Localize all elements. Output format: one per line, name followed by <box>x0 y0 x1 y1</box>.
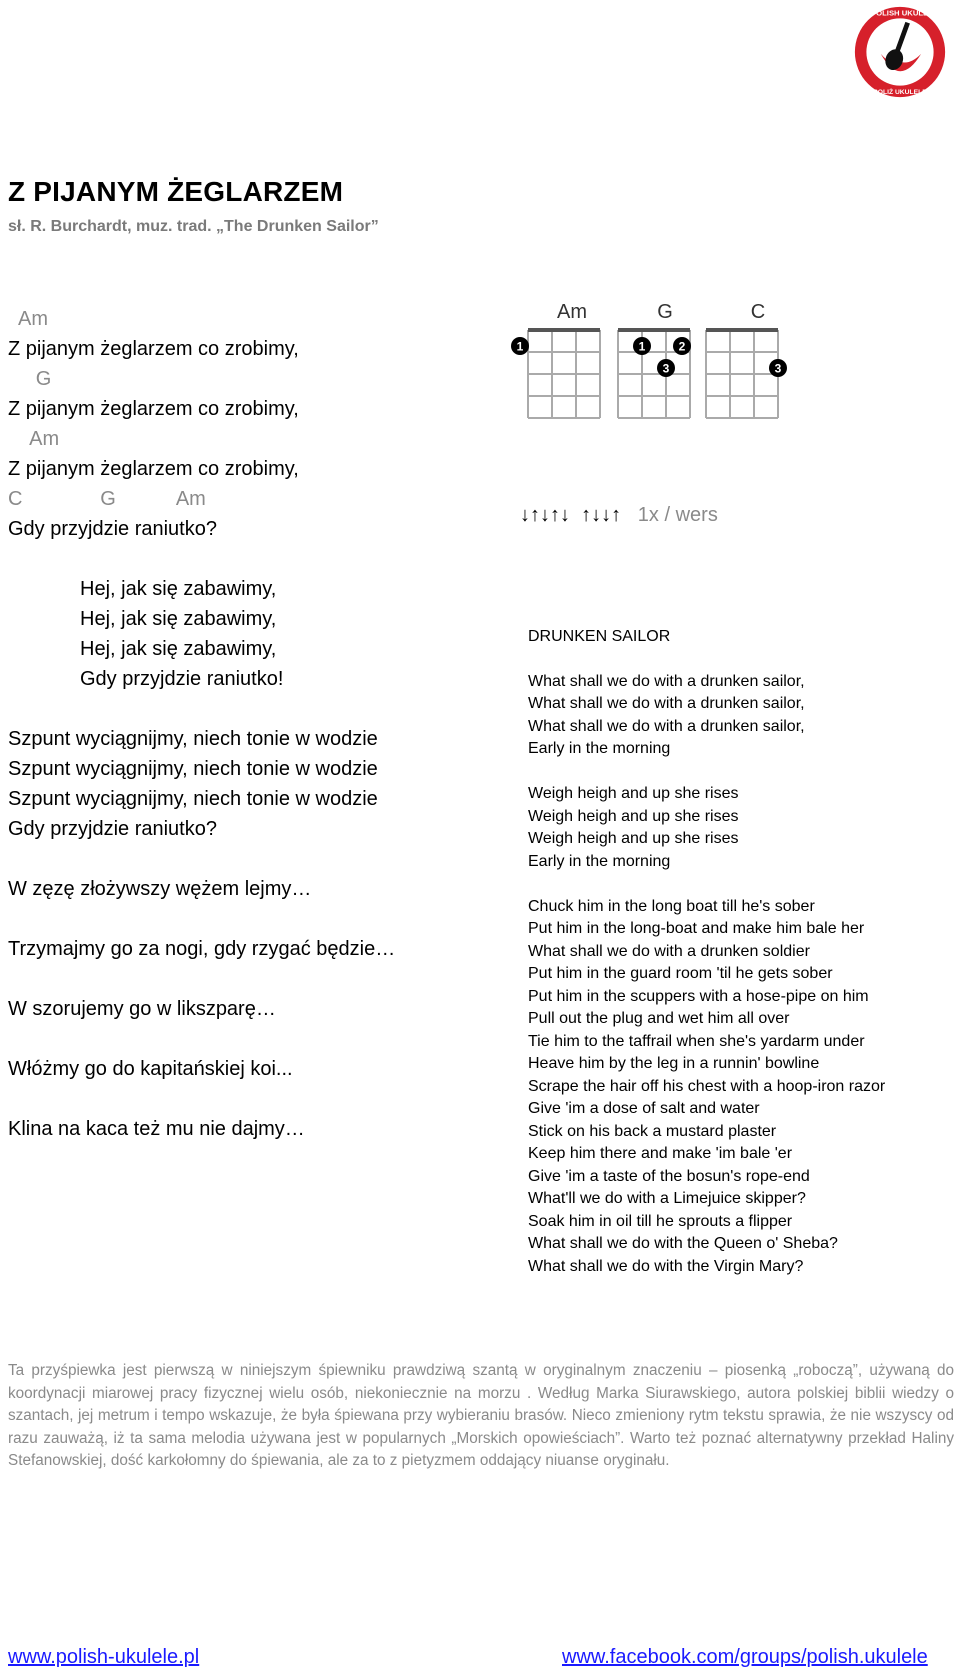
finger-number: 3 <box>774 361 782 376</box>
english-lyric-line: Give 'im a taste of the bosun's rope-end <box>528 1167 810 1185</box>
finger-number: 3 <box>662 361 670 376</box>
finger-number: 1 <box>638 339 646 354</box>
strum-repeat: 1x / wers <box>637 504 718 526</box>
footnote-paragraph: Ta przyśpiewka jest pierwszą w niniejszym śpiewniku prawdziwą szantą w oryginalnym znaczeniu – piosenką „roboczą”, używaną do koordynacji miarowej pracy fizycznej wielu osób, niekoniecznie na morzu . Według Marka Siurawskiego, autora polskiej biblii wiedzy o szantach, jej metrum i tempo wskazuje, że była śpiewana przy wybieraniu brasów. Nieco zmieniony rytm tekstu sprawia, że nie wszyscy od razu zauważą, iż ta sama melodia używana jest w popularnych „Morskich opowieściach”. Warto też poznać alternatywny przekład Haliny Stefanowskiej, dość karkołomny do śpiewania, ale za to z pietyzmem oddający niuanse oryginału. <box>8 1362 954 1469</box>
fretboard-g <box>618 330 691 418</box>
english-lyric-line: What shall we do with a drunken sailor, <box>528 695 805 712</box>
lyric-line: Trzymajmy go za nogi, gdy rzygać będzie… <box>8 938 396 960</box>
finger-number: 1 <box>516 339 524 354</box>
svg-text:★ POLISH UKULELE: ★ POLISH UKULELE <box>862 8 938 18</box>
english-lyric-line: What shall we do with a drunken sailor, <box>528 672 805 690</box>
lyric-line: W zęzę złożywszy wężem lejmy… <box>8 878 312 900</box>
website-link[interactable]: www.polish-ukulele.pl <box>8 1646 200 1668</box>
english-lyric-line: Weigh heigh and up she rises <box>528 807 739 825</box>
english-lyric-line: Scrape the hair off his chest with a hoop-iron razor <box>528 1077 886 1095</box>
english-lyric-line: Give 'im a dose of salt and water <box>528 1100 760 1117</box>
lyric-line: Szpunt wyciągnijmy, niech tonie w wodzie <box>8 728 378 750</box>
lyric-line: Włóżmy go do kapitańskiej koi... <box>8 1058 293 1080</box>
english-title: DRUNKEN SAILOR <box>528 628 671 645</box>
lyric-line: Z pijanym żeglarzem co zrobimy, <box>8 338 299 360</box>
english-lyric-line: Weigh heigh and up she rises <box>528 830 739 847</box>
fretboard-am <box>511 330 600 418</box>
strumming-pattern <box>520 504 718 527</box>
lyric-line: W szorujemy go w likszparę… <box>8 998 276 1020</box>
english-lyric-line: Keep him there and make 'im bale 'er <box>528 1145 793 1162</box>
chord-name-g: G <box>657 301 673 323</box>
english-lyric-line: Soak him in oil till he sprouts a flipper <box>528 1212 793 1230</box>
song-credits: sł. R. Burchardt, muz. trad. „The Drunken Sailor” <box>8 218 379 235</box>
english-lyric-line: Chuck him in the long boat till he's sober <box>528 897 815 915</box>
chord-line: C G Am <box>8 488 206 510</box>
english-lyric-line: Heave him by the leg in a runnin' bowline <box>528 1055 820 1072</box>
chord-name-c: C <box>750 301 766 323</box>
refrain-line: Hej, jak się zabawimy, <box>80 578 277 600</box>
english-lyric-line: Early in the morning <box>528 852 671 870</box>
fretboard-c <box>706 330 787 418</box>
lyric-line: Z pijanym żeglarzem co zrobimy, <box>8 458 299 480</box>
english-lyric-line: Early in the morning <box>528 740 671 757</box>
english-lyric-line: Weigh heigh and up she rises <box>528 785 739 802</box>
refrain-line: Gdy przyjdzie raniutko! <box>80 668 284 690</box>
lyric-line: Gdy przyjdzie raniutko? <box>8 518 217 540</box>
chord-line: Am <box>8 308 49 330</box>
lyric-line: Klina na kaca też mu nie dajmy… <box>8 1118 305 1140</box>
lyric-line: Szpunt wyciągnijmy, niech tonie w wodzie <box>8 788 378 810</box>
english-lyric-line: Tie him to the taffrail when she's yardarm under <box>528 1032 865 1050</box>
english-lyric-line: What shall we do with the Queen o' Sheba? <box>528 1235 838 1252</box>
svg-text:POLIŻ UKULELE: POLIŻ UKULELE <box>873 89 927 97</box>
english-lyric-line: What'll we do with a Limejuice skipper? <box>528 1190 806 1207</box>
refrain-line: Hej, jak się zabawimy, <box>80 608 277 630</box>
song-title: Z PIJANYM ŻEGLARZEM <box>8 176 344 207</box>
english-lyric-line: Pull out the plug and wet him all over <box>528 1010 790 1027</box>
lyrics-block <box>8 304 478 1144</box>
lyric-line: Z pijanym żeglarzem co zrobimy, <box>8 398 299 420</box>
lyric-line: Gdy przyjdzie raniutko? <box>8 818 217 840</box>
english-lyric-line: Put him in the scuppers with a hose-pipe on him <box>528 987 869 1005</box>
english-lyric-line: Put him in the long-boat and make him bale her <box>528 920 865 937</box>
english-lyric-line: Put him in the guard room 'til he gets sober <box>528 965 833 982</box>
finger-number: 2 <box>678 339 686 354</box>
chord-diagrams <box>516 300 830 450</box>
english-lyric-line: Stick on his back a mustard plaster <box>528 1122 777 1140</box>
english-lyric-line: What shall we do with a drunken soldier <box>528 942 810 960</box>
english-lyric-line: What shall we do with the Virgin Mary? <box>528 1257 804 1275</box>
chord-name-am: Am <box>557 301 587 323</box>
refrain-line: Hej, jak się zabawimy, <box>80 638 277 660</box>
chord-line: Am <box>8 428 60 450</box>
english-lyric-line: What shall we do with a drunken sailor, <box>528 717 805 735</box>
english-lyrics <box>528 626 948 1278</box>
strum-arrows: ↓↑↓↑↓ ↑↓↓↑ <box>520 504 622 526</box>
polish-ukulele-logo <box>852 4 948 100</box>
chord-line: G <box>8 368 52 390</box>
facebook-link[interactable]: www.facebook.com/groups/polish.ukulele <box>562 1646 928 1668</box>
lyric-line: Szpunt wyciągnijmy, niech tonie w wodzie <box>8 758 378 780</box>
